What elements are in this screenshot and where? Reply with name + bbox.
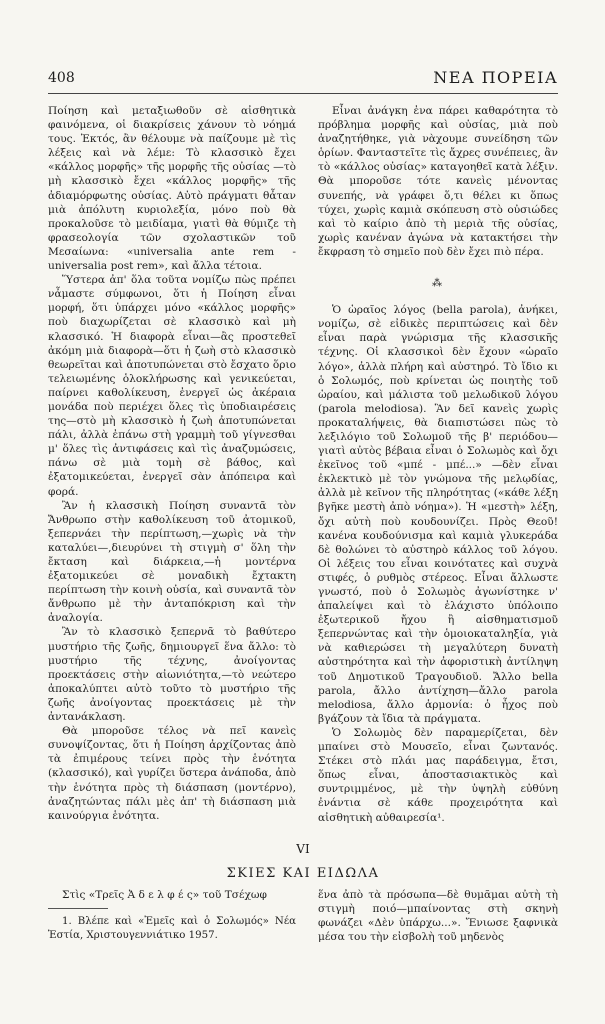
section-separator: ⁂ <box>432 278 444 290</box>
footnote: 1. Βλέπε καὶ «Ἐμεῖς καὶ ὁ Σολωμός» Νέα Ἑστία, Χριστουγεννιάτικο 1957. <box>48 916 296 941</box>
paragraph: Εἶναι ἀνάγκη ἐνα πάρει καθαρότητα τὸ πρόβλημα μορφῆς καὶ οὐσίας, μιὰ ποὺ ἀναζητήθηκε, γιὰ νὰχουμε συνείδηση τῶν ὁρίων. Φανταστεῖτε τὶς ἄχρες συνέπειες, ἂν τὸ «κάλλος οὐσίας» καταγοηθεῖ κατὰ λέξιν. Θὰ μποροῦσε τότε κανεὶς μένοντας συνεπής, νὰ γράφει ὅ,τι θέλει κι ὅπως τύχει, χωρὶς καμιὰ σκόπευση στὸ οὐσιώδες καὶ τὸ καίριο ἀπὸ τὴ μεριὰ τῆς οὐσίας, χωρὶς κανέναν ἀγώνα νὰ κατακτήσει τὴν ἔκφραση τὸ σημεῖο ποὺ δὲν ἔχει πιὸ πέρα. <box>318 105 558 258</box>
section-number: VI <box>296 842 310 856</box>
header-rule <box>48 93 558 94</box>
page-header <box>48 66 558 90</box>
section-title: ΣΚΙΕΣ ΚΑΙ ΕΙΔΩΛΑ <box>226 866 380 881</box>
paragraph: Ὁ Σολωμὸς δὲν παραμερίζεται, δὲν μπαίνει στὸ Μουσεῖο, εἶναι ζωντανός. Στέκει στὸ πλάι μας παράδειγμα, ἔτσι, ὅπως εἶναι, ἀποστασιακτικὸς καὶ συντριμμένος, μὲ τὴν ὑψηλὴ εὐθύνη ἐνάντια σὲ κάθε προχειρότητα καὶ αἰσθητικὴ αὐθαιρεσία¹. <box>318 726 558 824</box>
running-head: ΝΕΑ ΠΟΡΕΙΑ <box>433 68 558 87</box>
page-number: 408 <box>48 70 75 86</box>
paragraph: Ποίηση καὶ μεταξιωθοῦν σὲ αἰσθητικὰ φαινόμενα, οἱ διακρίσεις χάνουν τὸ νόημά τους. Ἐκτός, ἂν θέλουμε νὰ παίζουμε μὲ τὶς λέξεις καὶ νὰ λέμε: Τὸ κλασσικὸ ἔχει «κάλλος μορφῆς» τῆς μορφῆς τῆς οὐσίας —τὸ μὴ κλασσικὸ ἔχει «κάλλος μορφῆς» τῆς ἀδιαμόρφωτης οὐσίας. Αὐτὸ πράγματι θἆταν μιὰ ἀπόλυτη κυριολεξία, μόνο ποὺ θὰ προκαλοῦσε τὸ μειδίαμα, γιατὶ θὰ θύμιζε τὴ φρασεολογία τῶν σχολαστικῶν τοῦ Μεσαίωνα: «universalia ante rem - universalia post rem», καὶ ἄλλα τέτοια. <box>48 105 296 273</box>
paragraph: Θὰ μποροῦσε τέλος νὰ πεῖ κανεὶς συνοψίζοντας, ὅτι ἡ Ποίηση ἀρχίζοντας ἀπὸ τὰ ἐπιμέρους τείνει πρὸς τὴν ἑνότητα (κλασσικό), καὶ γυρίζει ὕστερα ἀνάποδα, ἀπὸ τὴν ἑνότητα πρὸς τὴ διάσπαση (μοντέρνο), ἀναζητώντας πάλι μὲς ἀπ' τὴ διάσπαση μιὰ καινούργια ἑνότητα. <box>48 725 296 822</box>
paragraph: Ἂν τὸ κλασσικὸ ξεπερνᾶ τὸ βαθύτερο μυστήριο τῆς ζωῆς, δημιουργεῖ ἕνα ἄλλο: τὸ μυστήριο τῆς τέχνης, ἀνοίγοντας προεκτάσεις στὴν αἰωνιότητα,—τὸ νεώτερο ἀποκαλύπτει αὐτὸ τοῦτο τὸ μυστήριο τῆς ζωῆς ἀνοίγοντας προεκτάσεις μὲ τὴν ἀντανάκλαση. <box>48 626 296 724</box>
footnote-rule <box>48 908 108 909</box>
paragraph: Ἂν ἡ κλασσικὴ Ποίηση συναντᾶ τὸν Ἄνθρωπο στὴν καθολίκευση τοῦ ἀτομικοῦ, ξεπερνάει τὴν περίπτωση,—χωρὶς νὰ τὴν καταλύει—,διευρύνει τὴ στιγμὴ σ' ὅλη τὴν ἔκταση καὶ διάρκεια,—ἡ μοντέρνα ἐξατομικεύει σὲ μοναδικὴ ἔχτακτη περίπτωση τὴν κοινὴ οὐσία, καὶ συναντᾶ τὸν ἄνθρωπο μὲ τὴν ἀνταπόκριση καὶ τὴν ἀναλογία. <box>48 499 296 625</box>
paragraph: Ὁ ὡραῖος λόγος (bella parola), ἀνήκει, νομίζω, σὲ εἰδικὲς περιπτώσεις καὶ δὲν εἶναι παρὰ γνώρισμα τῆς κλασσικῆς τέχνης. Οἱ κλασσικοὶ δὲν ἔχουν «ὡραῖο λόγο», ἀλλὰ πλήρη καὶ αὐστηρό. Τὸ ἴδιο κι ὁ Σολωμός, ποὺ κρίνεται ὡς ποιητὴς τοῦ ὡραίου, καὶ μάλιστα τοῦ μελωδικοῦ λόγου (parola melodiosa). Ἂν δεῖ κανεὶς χωρὶς προκαταλήψεις, θὰ διαπιστώσει πὼς τὸ λεξιλόγιο τοῦ Σολωμοῦ τῆς β' περιόδου—γιατὶ αὐτὸς βέβαια εἶναι ὁ Σολωμὸς καὶ ὄχι ἐκεῖνος τοῦ «μπέ - μπέ...» —δὲν εἶναι ἐκλεκτικὸ μὲ τὸν γνώμονα τῆς μελῳδίας, ἀλλὰ μὲ κεῖνον τῆς πληρότητας («κάθε λέξη βγῆκε μεστὴ ἀπὸ νόημα»). Ἡ «μεστὴ» λέξη, ὄχι αὐτὴ ποὺ κουδουνίζει. Πρὸς Θεοῦ! κανένα κουδούνισμα καὶ καμιὰ γλυκεράδα δὲ θολώνει τὸ αὐστηρὸ κάλλος τοῦ λόγου. Οἱ λέξεις του εἶναι κοινότατες καὶ συχνὰ στιφές, ὁ ρυθμὸς στέρεος. Εἶναι ἄλλωστε γνωστό, ποὺ ὁ Σολωμὸς ἀγωνίστηκε ν' ἀπαλείψει καὶ τὸ ἐλάχιστο ὑπόλοιπο ἐξωτερικοῦ ἤχου ἢ αἰσθηματισμοῦ ξεπερνώντας καὶ τὴν ὁμοιοκαταληξία, γιὰ νὰ καθιερώσει τὴ μεγαλύτερη δυνατὴ αὐστηρότητα καὶ τὴν ἀφοριστικὴ ἀντίληψη τοῦ Δημοτικοῦ Τραγουδιοῦ. Ἄλλο bella parola, ἄλλο ἀντίχηση—ἄλλο parola melodiosa, ἄλλο ἁρμονία: ὁ ἦχος ποὺ βγάζουν τὰ ἴδια τὰ πράγματα. <box>318 304 558 725</box>
paragraph: ἕνα ἀπὸ τὰ πρόσωπα—δὲ θυμᾶμαι αὐτὴ τὴ στιγμὴ ποιό—μπαίνοντας στὴ σκηνὴ φωνάζει «Δὲν ὑπάρχω...». Ἔνιωσε ξαφνικὰ μέσα του τὴν εἰσβολὴ τοῦ μηδενὸς <box>318 889 558 944</box>
section-left-column <box>48 888 296 942</box>
section-right-column <box>318 888 558 944</box>
paragraph: Ὕστερα ἀπ' ὅλα τοῦτα νομίζω πὼς πρέπει νἆμαστε σύμφωνοι, ὅτι ἡ Ποίηση εἶναι μορφή, ὅτι ὑπάρχει μόνο «κάλλος μορφῆς» ποὺ διαχωρίζεται σὲ κλασσικὸ καὶ μὴ κλασσικό. Ἡ διαφορὰ εἶναι—ἂς προστεθεῖ ἀκόμη μιὰ διαφορὰ—ὅτι ἡ ζωὴ στὸ κλασσικὸ θεωρεῖται καὶ ἀποτυπώνεται στὸ ἔσχατο ὅριο τελειωμένης ὁλοκλήρωσης καὶ γενικεύεται, παίρνει καθολίκευση, ἐνεργεῖ ὡς ἀκέραια μονάδα ποὺ περιέχει ὅλες τὶς ὑποδιαιρέσεις της—στὸ μὴ κλασσικὸ ἡ ζωὴ ἀποτυπώνεται πάλι, ἀλλὰ ἐπάνω στὴ γραμμὴ τοῦ γίγνεσθαι μ' ὅλες τὶς ἀντιφάσεις καὶ τὶς ἀναζυμώσεις, πάνω σὲ μιὰ τομὴ σὲ βάθος, καὶ ἐξατομικεύεται, ἐνεργεῖ σὰν ἀπόπειρα καὶ φορά. <box>48 274 296 498</box>
epigraph: Στὶς «Τρεῖς Ἀ δ ε λ φ έ ς» τοῦ Τσέχωφ <box>62 889 267 901</box>
